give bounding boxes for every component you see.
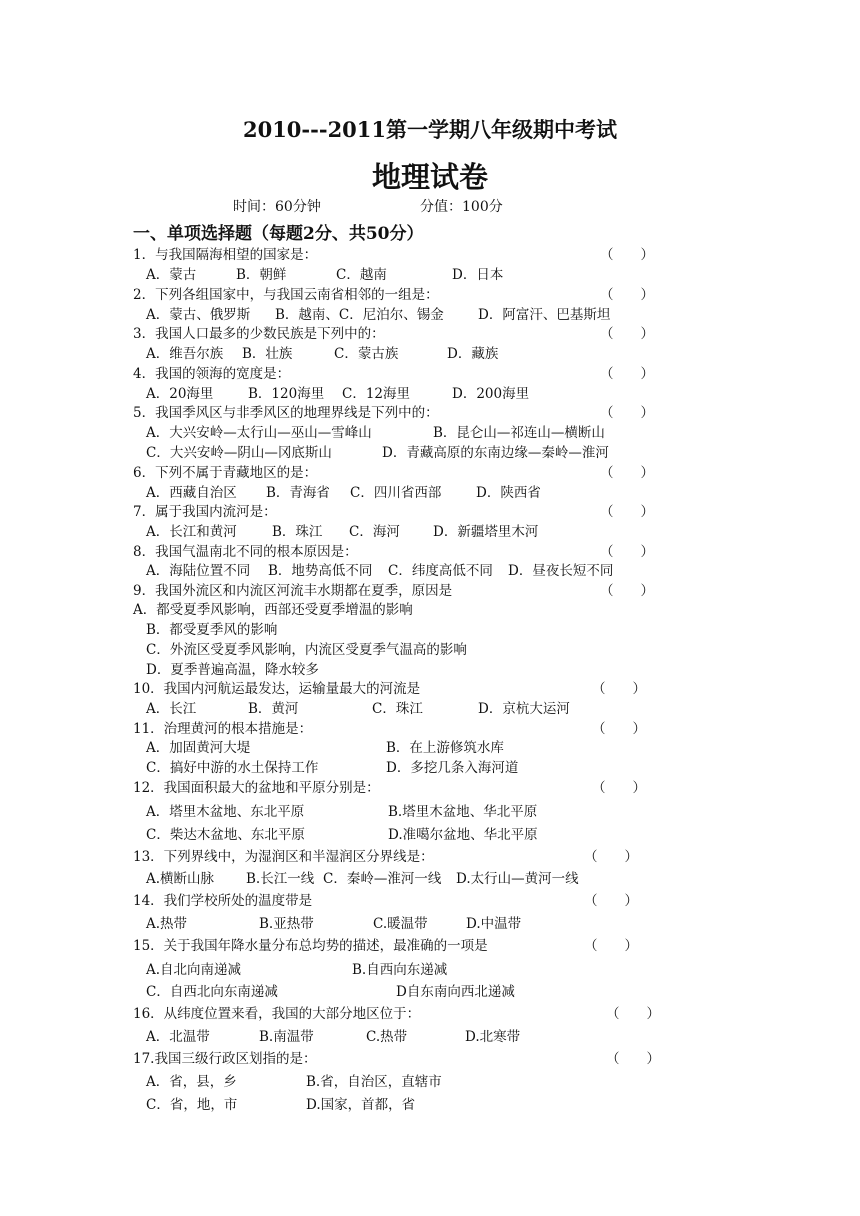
answer-paren: （ ） xyxy=(600,247,654,263)
answer-paren: （ ） xyxy=(600,366,654,382)
option: C．蒙古族 xyxy=(334,346,399,362)
question-stem: 8．我国气温南北不同的根本原因是： xyxy=(133,544,358,560)
option: A．都受夏季风影响，西部还受夏季增温的影响 xyxy=(133,602,413,618)
option: B．都受夏季风的影响 xyxy=(146,622,278,638)
option: B．在上游修筑水库 xyxy=(386,740,504,756)
option: D．新疆塔里木河 xyxy=(433,524,539,540)
option: A．蒙古 xyxy=(146,267,197,283)
question-stem: 13．下列界线中，为湿润区和半湿润区分界线是： xyxy=(133,849,434,865)
option: A．加固黄河大堤 xyxy=(146,740,251,756)
answer-paren: （ ） xyxy=(606,1006,660,1022)
question-stem: 12．我国面积最大的盆地和平原分别是： xyxy=(133,780,380,796)
option: D．陕西省 xyxy=(476,485,541,501)
option: A．蒙古、俄罗斯 xyxy=(146,307,251,323)
option: D．多挖几条入海河道 xyxy=(386,760,519,776)
option: B.省，自治区，直辖市 xyxy=(306,1074,442,1090)
option: B．珠江 xyxy=(272,524,323,540)
option: B.自西向东递减 xyxy=(352,962,448,978)
option: C．12海里 xyxy=(342,386,411,402)
option: D．日本 xyxy=(452,267,504,283)
answer-paren: （ ） xyxy=(600,544,654,560)
option: A．省，县，乡 xyxy=(146,1074,237,1090)
option: D.太行山—黄河一线 xyxy=(456,871,579,887)
answer-paren: （ ） xyxy=(600,583,654,599)
option: D.北寒带 xyxy=(465,1029,521,1045)
answer-paren: （ ） xyxy=(606,1051,660,1067)
answer-paren: （ ） xyxy=(600,326,654,342)
question-stem: 3．我国人口最多的少数民族是下列中的： xyxy=(133,326,385,342)
exam-subtitle: 地理试卷 xyxy=(371,160,488,194)
option: C．搞好中游的水土保持工作 xyxy=(146,760,319,776)
option: C．越南 xyxy=(336,267,387,283)
question-stem: 9．我国外流区和内流区河流丰水期都在夏季，原因是 xyxy=(133,583,453,599)
option: D.准噶尔盆地、华北平原 xyxy=(388,827,538,843)
question-stem: 5．我国季风区与非季风区的地理界线是下列中的： xyxy=(133,405,439,421)
option: C．纬度高低不同 xyxy=(388,563,493,579)
option: A.热带 xyxy=(146,916,188,932)
question-stem: 14．我们学校所处的温度带是 xyxy=(133,893,313,909)
question-stem: 17.我国三级行政区划指的是： xyxy=(133,1051,317,1067)
question-stem: 6．下列不属于青藏地区的是： xyxy=(133,465,318,481)
answer-paren: （ ） xyxy=(584,893,638,909)
option: A．大兴安岭—太行山—巫山—雪峰山 xyxy=(146,425,372,441)
question-stem: 10．我国内河航运最发达，运输量最大的河流是 xyxy=(133,681,421,697)
option: B．昆仑山—祁连山—横断山 xyxy=(433,425,605,441)
option: B．黄河 xyxy=(248,701,299,717)
option: C．自西北向东南递减 xyxy=(146,984,278,1000)
option: D．京杭大运河 xyxy=(478,701,570,717)
option: D．夏季普遍高温，降水较多 xyxy=(146,662,319,678)
option: B．120海里 xyxy=(248,386,325,402)
option: A．塔里木盆地、东北平原 xyxy=(146,804,305,820)
option: A．长江和黄河 xyxy=(146,524,237,540)
option: C．海河 xyxy=(349,524,400,540)
exam-title: 2010---2011第一学期八年级期中考试 xyxy=(242,117,618,142)
option: B．青海省 xyxy=(266,485,330,501)
question-stem: 16．从纬度位置来看，我国的大部分地区位于： xyxy=(133,1006,421,1022)
option: C．珠江 xyxy=(372,701,423,717)
option: D．藏族 xyxy=(447,346,499,362)
option: C．省，地，市 xyxy=(146,1097,238,1113)
answer-paren: （ ） xyxy=(584,849,638,865)
option: C．四川省西部 xyxy=(350,485,442,501)
question-stem: 4．我国的领海的宽度是： xyxy=(133,366,291,382)
option: A．长江 xyxy=(146,701,197,717)
option: D．青藏高原的东南边缘—秦岭—淮河 xyxy=(382,445,609,461)
exam-time: 时间：60分钟 xyxy=(233,199,321,215)
answer-paren: （ ） xyxy=(592,780,646,796)
option: A．海陆位置不同 xyxy=(146,563,251,579)
option: D.中温带 xyxy=(466,916,522,932)
option: D.国家，首都，省 xyxy=(306,1097,416,1113)
option: C.暖温带 xyxy=(373,916,428,932)
option: B．朝鲜 xyxy=(236,267,287,283)
question-stem: 15．关于我国年降水量分布总均势的描述，最准确的一项是 xyxy=(133,938,488,954)
exam-score: 分值：100分 xyxy=(420,199,503,215)
option: A.自北向南递减 xyxy=(146,962,242,978)
option: C．大兴安岭—阴山—冈底斯山 xyxy=(146,445,332,461)
option: D．昼夜长短不同 xyxy=(508,563,614,579)
option: B．越南、C．尼泊尔、锡金 xyxy=(275,307,444,323)
option: A．北温带 xyxy=(146,1029,210,1045)
answer-paren: （ ） xyxy=(592,681,646,697)
option: A.横断山脉 xyxy=(146,871,215,887)
option: B．壮族 xyxy=(242,346,293,362)
option: D．阿富汗、巴基斯坦 xyxy=(478,307,611,323)
option: C．外流区受夏季风影响，内流区受夏季气温高的影响 xyxy=(146,642,467,658)
option: C．秦岭—淮河一线 xyxy=(323,871,442,887)
option: C．柴达木盆地、东北平原 xyxy=(146,827,305,843)
question-stem: 11．治理黄河的根本措施是： xyxy=(133,721,313,737)
answer-paren: （ ） xyxy=(600,287,654,303)
option: B．地势高低不同 xyxy=(268,563,373,579)
option: A．20海里 xyxy=(146,386,214,402)
option: B.南温带 xyxy=(259,1029,314,1045)
answer-paren: （ ） xyxy=(600,465,654,481)
section-heading: 一、单项选择题（每题2分、共50分） xyxy=(133,224,424,244)
option: A．西藏自治区 xyxy=(146,485,237,501)
option: A．维吾尔族 xyxy=(146,346,224,362)
answer-paren: （ ） xyxy=(592,721,646,737)
question-stem: 2．下列各组国家中，与我国云南省相邻的一组是： xyxy=(133,287,439,303)
question-stem: 1．与我国隔海相望的国家是： xyxy=(133,247,318,263)
option: D．200海里 xyxy=(452,386,530,402)
option: D自东南向西北递减 xyxy=(396,984,515,1000)
option: B.亚热带 xyxy=(259,916,314,932)
answer-paren: （ ） xyxy=(600,504,654,520)
option: C.热带 xyxy=(366,1029,408,1045)
option: B.长江一线 xyxy=(246,871,315,887)
answer-paren: （ ） xyxy=(584,938,638,954)
option: B.塔里木盆地、华北平原 xyxy=(388,804,538,820)
answer-paren: （ ） xyxy=(600,405,654,421)
question-stem: 7．属于我国内流河是： xyxy=(133,504,277,520)
